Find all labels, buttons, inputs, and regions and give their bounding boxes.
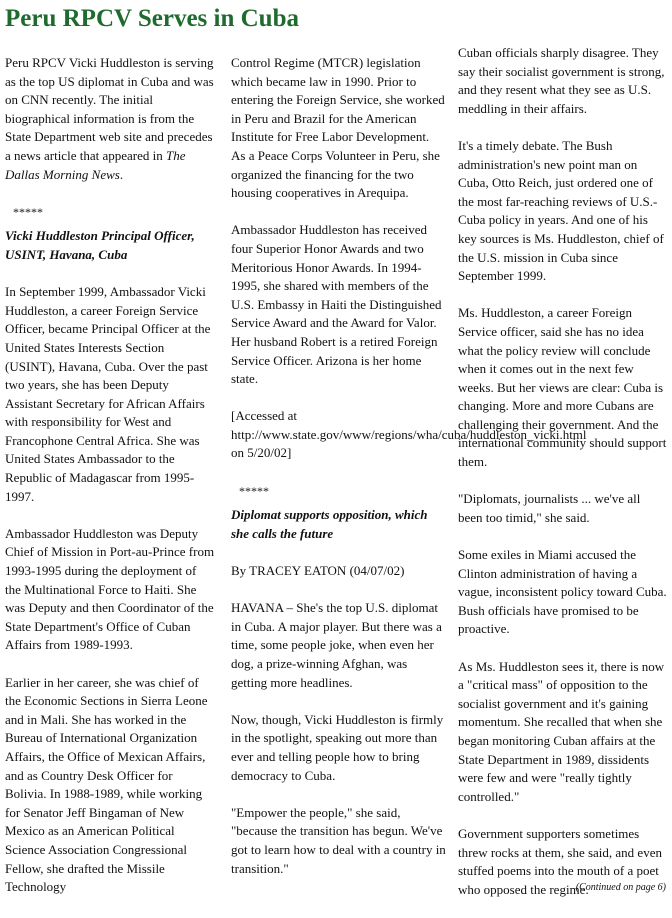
bio-paragraph: Ambassador Huddleston has received four Superior Honor Awards and two Meritorious Honor Awards. In 1994-1995, she shared with members of the U.S. Embassy in Haiti the Distinguished Service Award and the Award for Valor. Her husband Robert is a retired Foreign Service Officer. Arizona is her home state. [231,222,442,387]
news-paragraph: Cuban officials sharply disagree. They say their socialist government is strong, and they resent what they see as U.S. meddling in their affairs. [458,45,665,116]
byline: By TRACEY EATON (04/07/02) [231,563,405,579]
bio-paragraph: Earlier in her career, she was chief of the Economic Sections in Sierra Leone and in Mali. She has worked in the Bureau of International Organization Affairs, the Office of Mexican Affairs, and as Country Desk Officer for Bolivia. In 1988-1989, while working for Senator Jeff Bingaman of New Mexico as an American Political Science Association Congressional Fellow, she drafted the Missile Technology [5,674,208,895]
news-paragraph: "Diplomats, journalists ... we've all been too timid," she said. [458,491,641,525]
bio-paragraph: In September 1999, Ambassador Vicki Huddleston, a career Foreign Service Officer, became Principal Officer at the United States Interests Section (USINT), Havana, Cuba. Over the past two years, she has been Deputy Assistant Secretary for African Affairs with responsibility for West and Francophone Central Africa. She was United States Ambassador to the Republic of Madagascar from 1995-1997. [5,284,211,504]
source-citation: [Accessed at http://www.state.gov/www/regions/wha/cuba/huddleston_vicki.html on 5/20/02] [231,408,587,461]
column-1 [5,54,215,915]
news-paragraph: Government supporters sometimes threw rocks at them, she said, and even stuffed poems into the mouth of a poet who opposed the regime. [458,825,662,897]
section-divider-stars: ***** [239,483,269,498]
bio-subheading: Vicki Huddleston Principal Officer, USINT, Havana, Cuba [5,228,195,262]
news-paragraph: Ms. Huddleston, a career Foreign Service officer, said she has no idea what the policy review will conclude when it comes out in the next few weeks. But her views are clear: Cuba is changing. More and more Cubans are challenging their government. And the international community should support them. [458,305,667,470]
news-paragraph: It's a timely debate. The Bush administration's new point man on Cuba, Otto Reich, just ordered one of the most far-reaching reviews of U.S.-Cuba policy in years. And one of his key sources is Ms. Huddleston, chief of the U.S. mission in Cuba since September 1999. [458,137,664,284]
column-3 [458,44,668,918]
bio-paragraph: Ambassador Huddleston was Deputy Chief of Mission in Port-au-Prince from 1993-1995 during the deployment of the Multinational Force to Haiti. She was Deputy and then Coordinator of the State Department's Office of Cuban Affairs from 1989-1993. [5,525,215,653]
intro-end: . [119,166,124,182]
article-headline: Peru RPCV Serves in Cuba [5,5,299,32]
bio-paragraph: Control Regime (MTCR) legislation which became law in 1990. Prior to entering the Foreign Service, she worked in Peru and Brazil for the American Institute for Free Labor Development. As a Peace Corps Volunteer in Peru, she organized the financing for the two housing cooperatives in Arequipa. [231,55,445,201]
news-paragraph: As Ms. Huddleston sees it, there is now a "critical mass" of opposition to the socialist government and it's gaining momentum. She recalled that when she began monitoring Cuban affairs at the State Department in 1989, dissidents were few and were "really tightly controlled." [458,658,665,804]
news-subheading: Diplomat supports opposition, which she calls the future [231,507,428,541]
publication-name: The Dallas Morning News [5,147,186,182]
news-paragraph: HAVANA – She's the top U.S. diplomat in Cuba. A major player. But there was a time, some people joke, when even her dog, a prize-winning Afghan, was getting more headlines. [231,600,442,690]
news-paragraph: Now, though, Vicki Huddleston is firmly in the spotlight, speaking out more than ever and telling people how to bring democracy to Cuba. [231,711,444,783]
intro-paragraph [5,54,215,184]
news-paragraph: "Empower the people," she said, "because the transition has begun. We've got to learn how to deal with a country in transition." [231,804,446,876]
news-paragraph: Some exiles in Miami accused the Clinton administration of having a vague, inconsistent policy toward Cuba. Bush officials have promised to be proactive. [458,547,667,637]
intro-text: Peru RPCV Vicki Huddleston is serving as the top US diplomat in Cuba and was on CNN recently. The initial biographical information is from the State Department web site and precedes a news article that appeared in [5,55,214,163]
continued-note: (Continued on page 6) [575,882,666,893]
section-divider-stars: ***** [13,204,43,219]
